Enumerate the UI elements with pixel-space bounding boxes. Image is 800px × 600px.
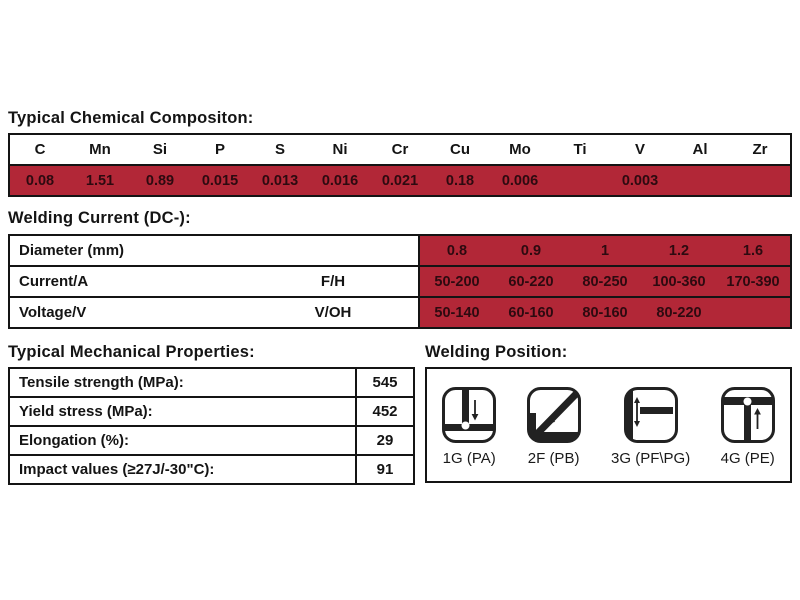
chem-element-cell: V [634,141,645,158]
chem-element-cell: Mo [509,141,531,158]
chemical-header-row [10,135,790,166]
wc-value-cell: 0.8 [446,242,468,259]
wc-value-cell: 80-160 [582,304,628,321]
chemical-composition-table [8,133,792,197]
mechanical-properties-table [8,367,415,485]
welding-position-item [611,387,690,467]
wc-value-cell: 80-250 [582,273,628,290]
chem-element-cell: S [274,141,285,158]
chem-element-cell: Zr [752,141,768,158]
wc-data-cells [420,298,790,327]
chemical-section-title: Typical Chemical Compositon: [8,109,254,127]
mech-property-value: 452 [372,403,398,420]
horizontal-fillet-weld-icon [527,387,581,443]
table-row [10,236,790,265]
welding-position-box [425,367,792,483]
wc-value-cell: 170-390 [726,273,780,290]
chem-value-cell: 0.021 [381,172,419,189]
chem-element-cell: Si [152,141,168,158]
wc-row-label: Voltage/V [19,304,87,321]
mech-property-label: Tensile strength (MPa): [10,369,357,396]
chem-value-cell: 0.013 [261,172,299,189]
wc-value-cell: 1.2 [668,242,690,259]
overhead-position-weld-icon [721,387,775,443]
chem-element-cell: Ni [332,141,348,158]
chem-element-cell: Ti [573,141,587,158]
chem-value-cell: 0.003 [621,172,659,189]
mech-property-label: Impact values (≥27J/-30"C): [10,456,357,483]
wc-label-cell [10,267,420,296]
welding-current-section-title: Welding Current (DC-): [8,209,191,227]
position-label: 1G (PA) [442,450,496,467]
welding-position-item [527,387,581,467]
position-label: 3G (PF\PG) [611,450,691,467]
chem-value-cell: 0.015 [201,172,239,189]
wc-value-cell: 60-220 [508,273,554,290]
wc-label-cell [10,298,420,327]
wc-data-cells [420,267,790,296]
wc-value-cell: 1.6 [742,242,764,259]
wc-row-sublabel: V/OH [314,304,352,321]
chem-value-cell: 0.08 [25,172,55,189]
mechanical-section-title: Typical Mechanical Properties: [8,343,255,361]
chem-element-cell: Mn [89,141,111,158]
chem-value-cell: 0.016 [321,172,359,189]
chem-element-cell: Al [692,141,708,158]
wc-value-cell: 60-160 [508,304,554,321]
table-row [10,396,413,425]
mech-property-value: 91 [376,461,394,478]
flat-position-weld-icon [442,387,496,443]
table-row [10,425,413,454]
wc-row-label: Diameter (mm) [19,242,125,259]
mech-property-value: 29 [376,432,394,449]
chem-value-cell: 0.006 [501,172,539,189]
table-row [10,296,790,327]
table-row [10,265,790,296]
chem-value-cell: 1.51 [85,172,115,189]
table-row [10,454,413,483]
chem-element-cell: C [34,141,46,158]
wc-label-cell [10,236,420,265]
chemical-values-row [10,166,790,195]
chem-value-cell: 0.18 [445,172,475,189]
wc-value-cell: 1 [600,242,610,259]
welding-position-item [442,387,496,467]
table-row [10,369,413,396]
wc-value-cell: 100-360 [652,273,706,290]
position-label: 4G (PE) [720,450,775,467]
wc-row-sublabel: F/H [320,273,346,290]
wc-row-label: Current/A [19,273,89,290]
vertical-position-weld-icon [624,387,678,443]
chem-element-cell: P [214,141,225,158]
wc-value-cell: 0.9 [520,242,542,259]
wc-value-cell: 80-220 [656,304,702,321]
wc-value-cell: 50-140 [434,304,480,321]
mech-property-value: 545 [372,374,398,391]
welding-position-item [721,387,775,467]
wc-data-cells [420,236,790,265]
welding-current-table [8,234,792,329]
chem-element-cell: Cr [391,141,409,158]
mech-property-label: Elongation (%): [10,427,357,454]
chem-element-cell: Cu [450,141,470,158]
welding-position-section-title: Welding Position: [425,343,568,361]
wc-value-cell: 50-200 [434,273,480,290]
chem-value-cell: 0.89 [145,172,175,189]
mech-property-label: Yield stress (MPa): [10,398,357,425]
position-label: 2F (PB) [527,450,580,467]
